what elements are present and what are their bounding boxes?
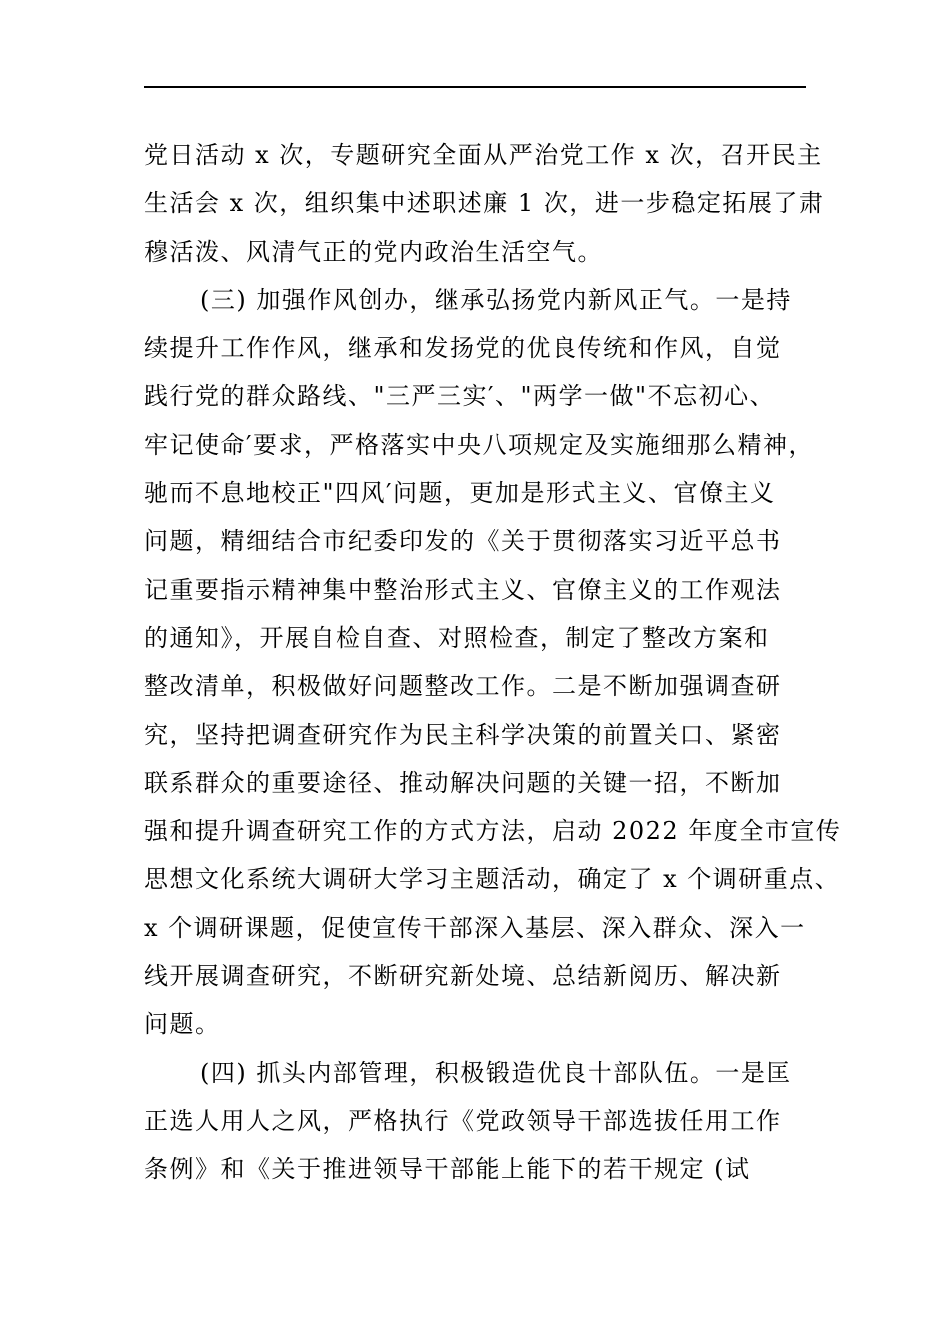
text-line: 践行党的群众路线、"三严三实′、"两学一做"不忘初心、 bbox=[144, 382, 776, 411]
text-line: 线开展调查研究，不断研究新处境、总结新阅历、解决新 bbox=[144, 962, 782, 991]
text-line: 问题。 bbox=[144, 1010, 221, 1039]
text-line: 条例》和《关于推进领导干部能上能下的若干规定 (试 bbox=[144, 1155, 751, 1184]
text-line: 究，坚持把调查研究作为民主科学决策的前置关口、紧密 bbox=[144, 720, 782, 749]
text-line: 记重要指示精神集中整治形式主义、官僚主义的工作观法 bbox=[144, 575, 782, 604]
body-text bbox=[144, 131, 842, 1194]
header-rule bbox=[144, 86, 806, 88]
text-line: 强和提升调查研究工作的方式方法，启动 2022 年度全市宣传 bbox=[144, 817, 842, 846]
text-line: 续提升工作作风，继承和发扬党的优良传统和作风，自觉 bbox=[144, 334, 782, 363]
text-line: 的通知》，开展自检自查、对照检查，制定了整改方案和 bbox=[144, 623, 770, 652]
text-line: 牢记使命′要求，严格落实中央八项规定及实施细那么精神， bbox=[144, 430, 814, 459]
text-line: 问题，精细结合市纪委印发的《关于贯彻落实习近平总书 bbox=[144, 527, 782, 556]
section-heading-line: (三) 加强作风创办，继承弘扬党内新风正气。一是持 bbox=[200, 285, 792, 314]
text-line: 正选人用人之风，严格执行《党政领导干部选拔任用工作 bbox=[144, 1106, 782, 1135]
text-line: x 个调研课题，促使宣传干部深入基层、深入群众、深入一 bbox=[144, 913, 806, 942]
text-line: 整改清单，积极做好问题整改工作。二是不断加强调查研 bbox=[144, 672, 782, 701]
text-line: 思想文化系统大调研大学习主题活动，确定了 x 个调研重点、 bbox=[144, 865, 841, 894]
text-line: 穆活泼、风清气正的党内政治生活空气。 bbox=[144, 237, 603, 266]
text-line: 驰而不息地校正"四风′问题，更加是形式主义、官僚主义 bbox=[144, 479, 776, 508]
text-line: 党日活动 x 次，专题研究全面从严治党工作 x 次，召开民主 bbox=[144, 141, 823, 169]
text-line: 联系群众的重要途径、推动解决问题的关键一招，不断加 bbox=[144, 768, 782, 797]
section-heading-line: (四) 抓头内部管理，积极锻造优良十部队伍。一是匡 bbox=[200, 1058, 792, 1087]
text-line: 生活会 x 次，组织集中述职述廉 1 次，进一步稳定拓展了肃 bbox=[144, 189, 825, 218]
